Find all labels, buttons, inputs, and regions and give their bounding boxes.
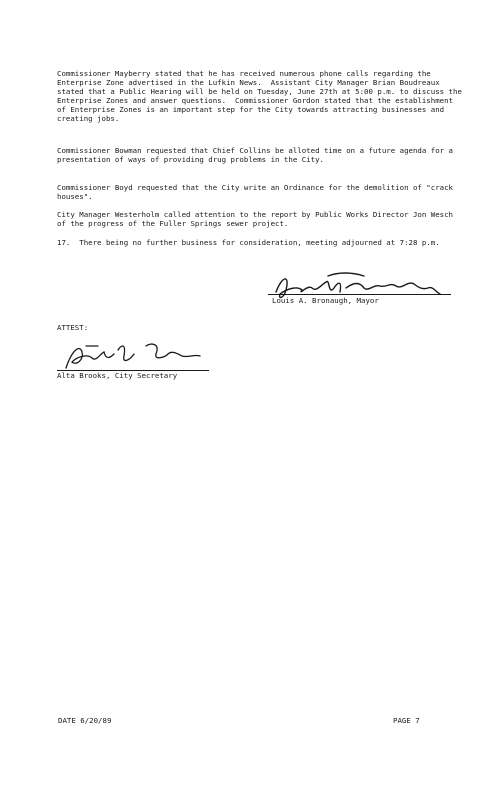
paragraph-drug-presentation: Commissioner Bowman requested that Chief Collins be alloted time on a future agenda for a presentation of ways of providing drug problems in the City. (57, 146, 458, 165)
mayor-name: Louis A. Bronaugh, Mayor (272, 296, 379, 305)
attest-label: ATTEST: (57, 323, 89, 332)
secretary-name: Alta Brooks, City Secretary (57, 371, 178, 380)
paragraph-crack-houses: Commissioner Boyd requested that the City write an Ordinance for the demolition of "crack houses". (57, 183, 458, 202)
mayor-signature (268, 270, 448, 312)
paragraph-adjournment: 17. There being no further business for consideration, meeting adjourned at 7:28 p.m. (57, 238, 440, 247)
mayor-signature-line (268, 294, 451, 295)
paragraph-enterprise-zone: Commissioner Mayberry stated that he has received numerous phone calls regarding the Enterprise Zone advertised in the Lufkin News. Assistant City Manager Brian Boudreaux stated that a Public Hearing will be held on Tuesday, June 27th at 5:00 p.m. to discuss the Enterprise Zones and answer questions. Commissioner Gordon stated that the establishment of Enterprise Zones is an important step for the City towards attracting businesses and creating jobs. (57, 69, 467, 124)
footer-date: DATE 6/20/89 (58, 716, 112, 725)
secretary-signature (60, 340, 210, 372)
footer-page-number: PAGE 7 (393, 716, 420, 725)
paragraph-sewer-project: City Manager Westerholm called attention to the report by Public Works Director Jon Wesch of the progress of the Fuller Springs sewer project. (57, 210, 458, 229)
